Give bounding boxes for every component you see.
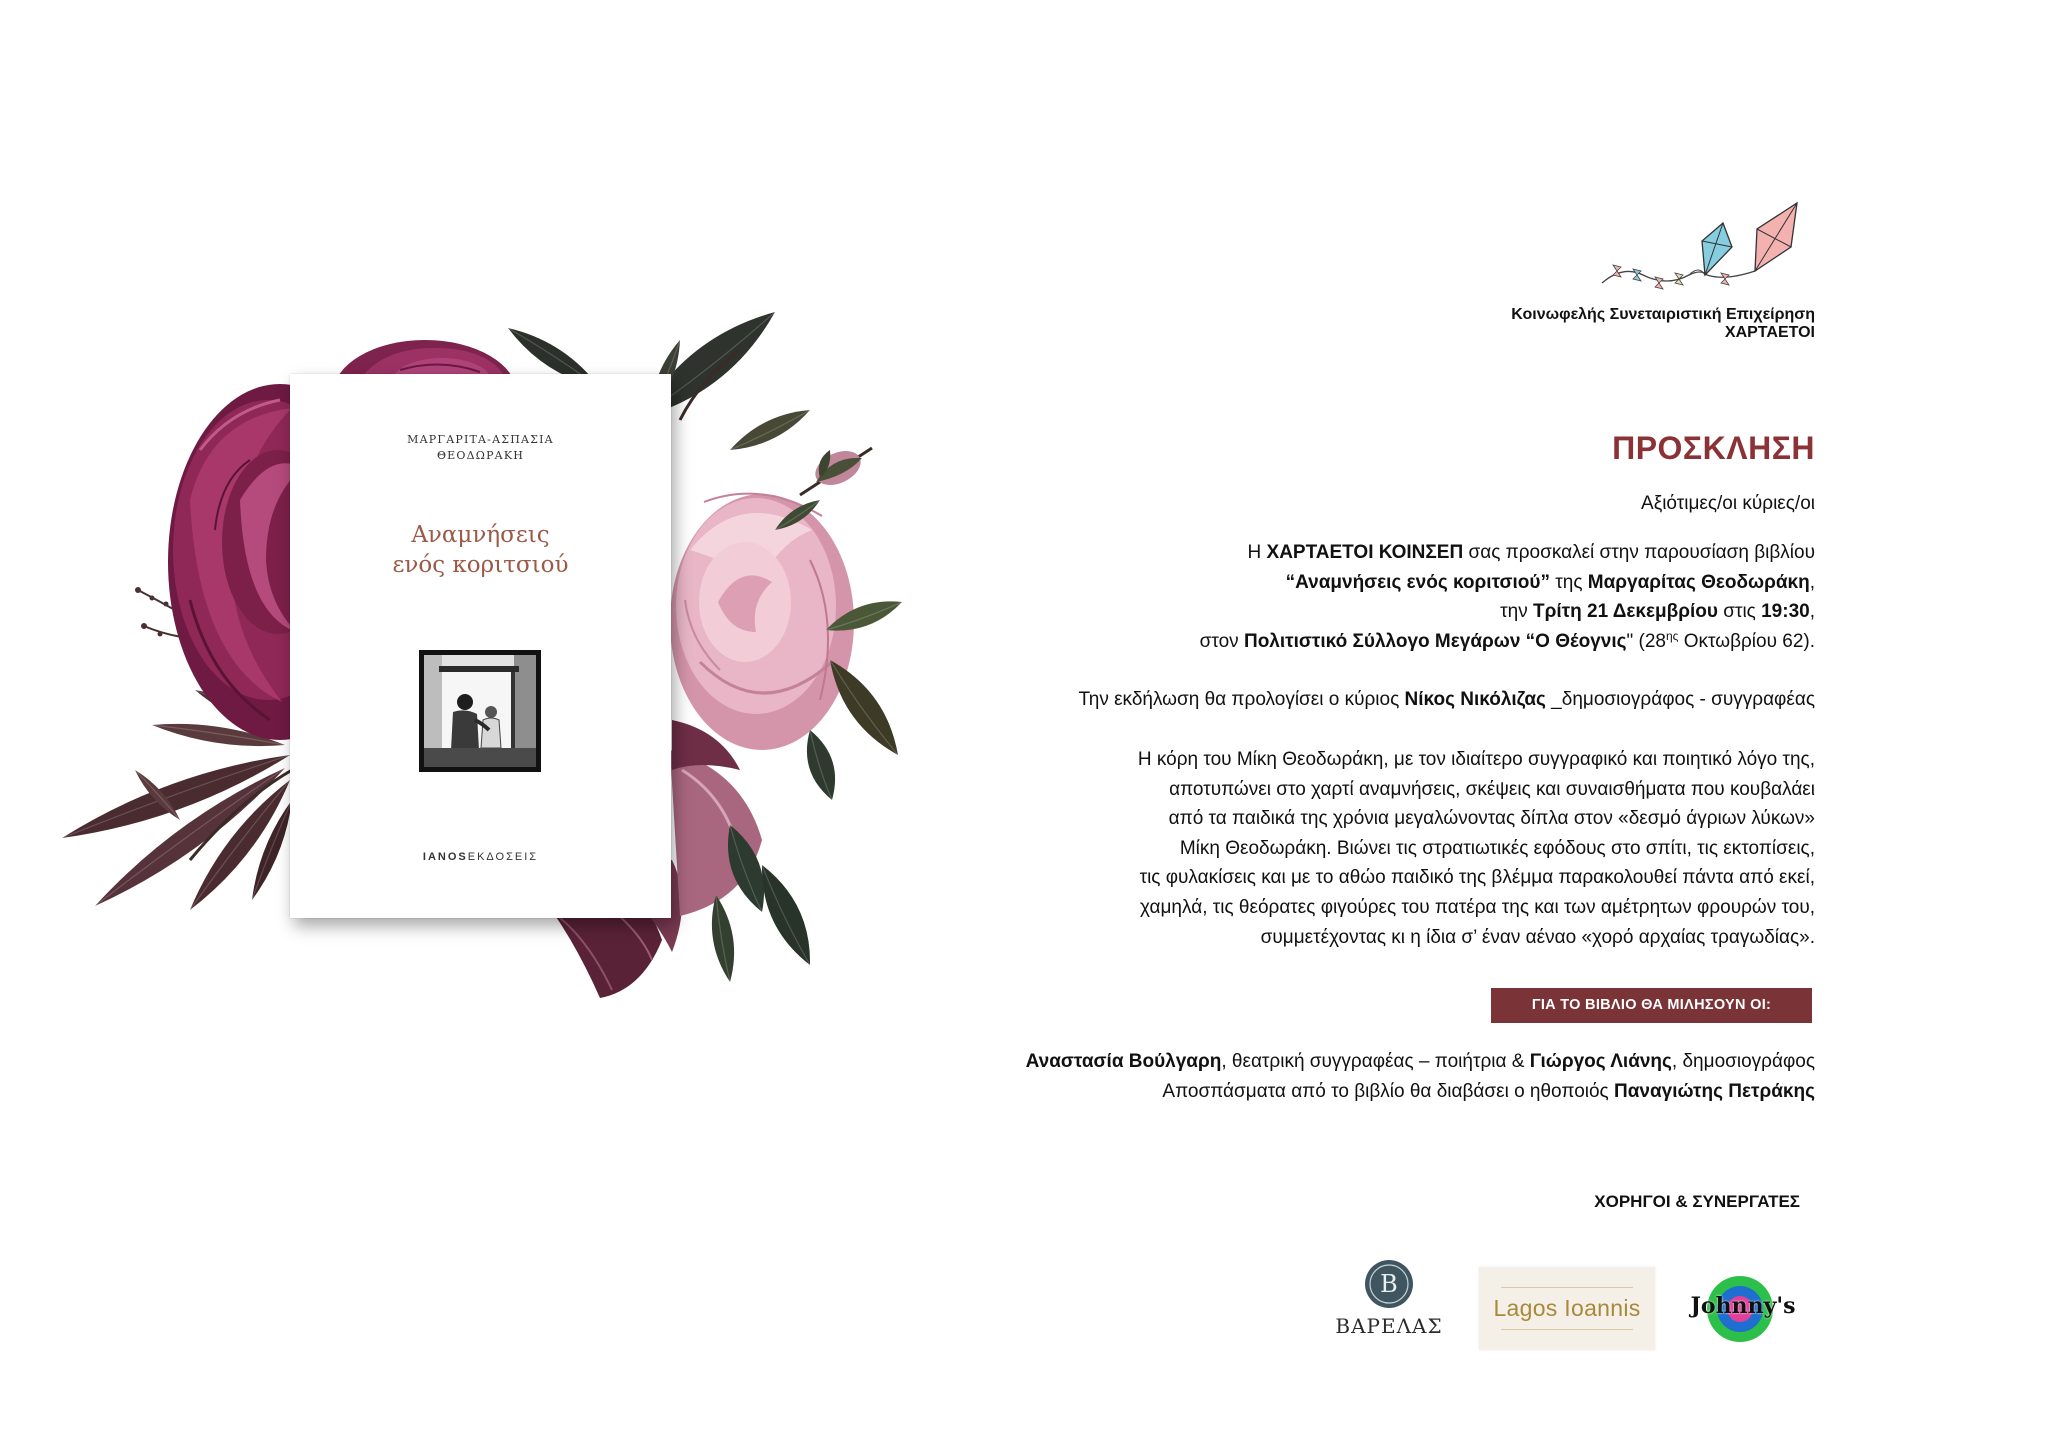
varelas-emblem-icon xyxy=(1363,1258,1415,1310)
greeting: Αξιότιμες/οι κύριες/οι xyxy=(1641,493,1815,514)
speaker-name: Αναστασία Βούλγαρη xyxy=(1025,1051,1222,1072)
lagos-ioannis-name: Lagos Ioannis xyxy=(1493,1295,1641,1321)
bow-icon xyxy=(1655,277,1663,289)
prologue-line xyxy=(1079,685,1815,715)
photo-frame-right xyxy=(511,672,515,752)
speaker-role: , δημοσιογράφος xyxy=(1671,1051,1815,1072)
description-line: Η κόρη του Μίκη Θεοδωράκη, με τον ιδιαίτερο συγγραφικό και ποιητικό λόγο της, xyxy=(1137,749,1815,770)
book-title-line2: ενός κοριτσιού xyxy=(392,552,569,578)
kites-icon xyxy=(1595,195,1805,290)
invitation-line xyxy=(1200,568,1815,598)
speakers-banner: ΓΙΑ ΤΟ ΒΙΒΛΙΟ ΘΑ ΜΙΛΗΣΟΥΝ ΟΙ: xyxy=(1491,988,1812,1023)
reader-name: Παναγιώτης Πετράκης xyxy=(1614,1080,1815,1102)
kite-sail xyxy=(1702,223,1732,275)
book-author-line2: ΘΕΟΔΩΡΑΚΗ xyxy=(436,449,525,462)
speaker-role: , θεατρική συγγραφέας – ποιήτρια & xyxy=(1221,1051,1530,1072)
book-author-line1: ΜΑΡΓΑΡΙΤΑ-ΑΣΠΑΣΙΑ xyxy=(407,433,554,446)
description-line: τις φυλακίσεις και με το αθώο παιδικό της βλέμμα παρακολουθεί πάντα από εκεί, xyxy=(1139,867,1815,889)
photo-sill xyxy=(424,748,536,767)
sprig-bud xyxy=(150,596,155,601)
emblem-letter: B xyxy=(1380,1270,1398,1298)
publisher-suffix: ΕΚΔΟΣΕΙΣ xyxy=(467,851,539,863)
description-line: Μίκη Θεοδωράκη. Βιώνει τις στρατιωτικές εφόδους στο σπίτι, τις εκτοπίσεις, xyxy=(1179,837,1815,859)
bow-icon xyxy=(1613,265,1621,277)
varelas-logo xyxy=(1330,1258,1448,1344)
reader-line xyxy=(1026,1077,1815,1107)
leaf xyxy=(762,865,810,965)
photo-child-body xyxy=(481,718,501,748)
book-title-line1: Αναμνήσεις xyxy=(411,522,550,548)
sprig-bud xyxy=(158,632,163,637)
invitation-text: , xyxy=(1809,601,1815,623)
invitation-text: " (28 xyxy=(1626,630,1666,652)
ordinal-suffix: ης xyxy=(1665,628,1679,643)
blue-kite-icon xyxy=(1702,223,1732,275)
organization-highlight: ΧΑΡΤΑΕΤΟΙ ΚΟΙΝΣΕΠ xyxy=(1266,542,1464,563)
event-date: Τρίτη 21 Δεκεμβρίου xyxy=(1533,601,1718,623)
event-time: 19:30 xyxy=(1761,601,1810,623)
sponsors-heading: ΧΟΡΗΓΟΙ & ΣΥΝΕΡΓΑΤΕΣ xyxy=(1594,1192,1800,1211)
organization-name: ΧΑΡΤΑΕΤΟΙ xyxy=(1724,324,1815,341)
photo-woman-body xyxy=(451,710,479,750)
description-line: συμμετέχοντας κι η ίδια σ’ έναν αέναο «χορό αρχαίας τραγωδίας». xyxy=(1260,926,1815,948)
organization-type: Κοινωφελής Συνεταιριστική Επιχείρηση xyxy=(1511,306,1815,323)
speaker-name: Γιώργος Λιάνης xyxy=(1529,1051,1672,1072)
book-description xyxy=(1138,745,1815,952)
sprig-bud xyxy=(135,587,141,593)
bow-icon xyxy=(1721,273,1729,285)
book-cover xyxy=(290,374,671,918)
leaf xyxy=(712,895,734,982)
description-line: από τα παιδικά της χρόνια μεγαλώνοντας δίπλα στον «δεσμό άγριων λύκων» xyxy=(1168,808,1815,830)
leaf xyxy=(830,660,898,755)
photo-woman-head xyxy=(457,694,473,710)
johnnys-name: Johnny's xyxy=(1690,1293,1796,1319)
book-title-highlight: “Αναμνήσεις ενός κοριτσιού” xyxy=(1285,571,1550,593)
invitation-paragraph xyxy=(1200,538,1815,656)
invitation-line xyxy=(1200,538,1815,568)
event-venue: Πολιτιστικό Σύλλογο Μεγάρων “Ο Θέογνις xyxy=(1243,630,1627,652)
lagos-ioannis-logo xyxy=(1479,1267,1655,1350)
invitation-text: σας προσκαλεί στην παρουσίαση βιβλίου xyxy=(1463,542,1815,563)
prologue-text: Την εκδήλωση θα προλογίσει ο κύριος xyxy=(1078,689,1405,710)
invitation-line xyxy=(1200,627,1815,657)
invitation-text: στις xyxy=(1717,601,1762,623)
author-highlight: Μαργαρίτας Θεοδωράκη xyxy=(1587,571,1810,593)
invitation-text: στον xyxy=(1199,630,1244,652)
invitation-text: Οκτωβρίου 62). xyxy=(1678,630,1815,652)
sprig-bud xyxy=(164,602,169,607)
publisher-name: IANOS xyxy=(422,851,468,863)
invitation-line xyxy=(1200,597,1815,627)
sprig-bud xyxy=(141,623,147,629)
page-title: ΠΡΟΣΚΛΗΣΗ xyxy=(1612,430,1815,466)
logo-rule xyxy=(1501,1329,1633,1330)
prologue-speaker: Νίκος Νικόλιζας xyxy=(1404,689,1546,710)
book-cover-photo xyxy=(419,650,541,772)
varelas-name: ΒΑΡΕΛΑΣ xyxy=(1335,1314,1443,1338)
description-line: αποτυπώνει στο χαρτί αναμνήσεις, σκέψεις και συναισθήματα που κουβαλάει xyxy=(1169,778,1815,800)
invitation-text: , xyxy=(1809,571,1815,593)
organization-block xyxy=(1511,306,1815,342)
photo-child-head xyxy=(485,706,497,718)
invitation-text: της xyxy=(1549,571,1588,593)
speakers-paragraph xyxy=(1026,1047,1815,1106)
johnnys-logo xyxy=(1686,1272,1800,1344)
pink-kite-icon xyxy=(1755,203,1797,271)
leaf xyxy=(807,730,835,800)
prologue-paragraph xyxy=(1079,685,1815,715)
book-publisher xyxy=(290,848,671,866)
invitation-text: την xyxy=(1500,601,1534,623)
pink-rose xyxy=(670,494,854,750)
bow-icon xyxy=(1633,269,1641,281)
prologue-text: _δημοσιογράφος - συγγραφέας xyxy=(1545,689,1815,710)
reader-text: Αποσπάσματα από το βιβλίο θα διαβάσει ο ηθοποιός xyxy=(1162,1080,1614,1102)
invitation-text: Η xyxy=(1247,542,1267,563)
speakers-line xyxy=(1026,1047,1815,1077)
logo-rule xyxy=(1501,1287,1633,1288)
leaf xyxy=(730,410,810,450)
bow-icon xyxy=(1675,273,1683,285)
description-line: χαμηλά, τις θεόρατες φιγούρες του πατέρα της και των αμέτρητων φρουρών του, xyxy=(1140,896,1815,918)
photo-lintel xyxy=(439,666,519,672)
